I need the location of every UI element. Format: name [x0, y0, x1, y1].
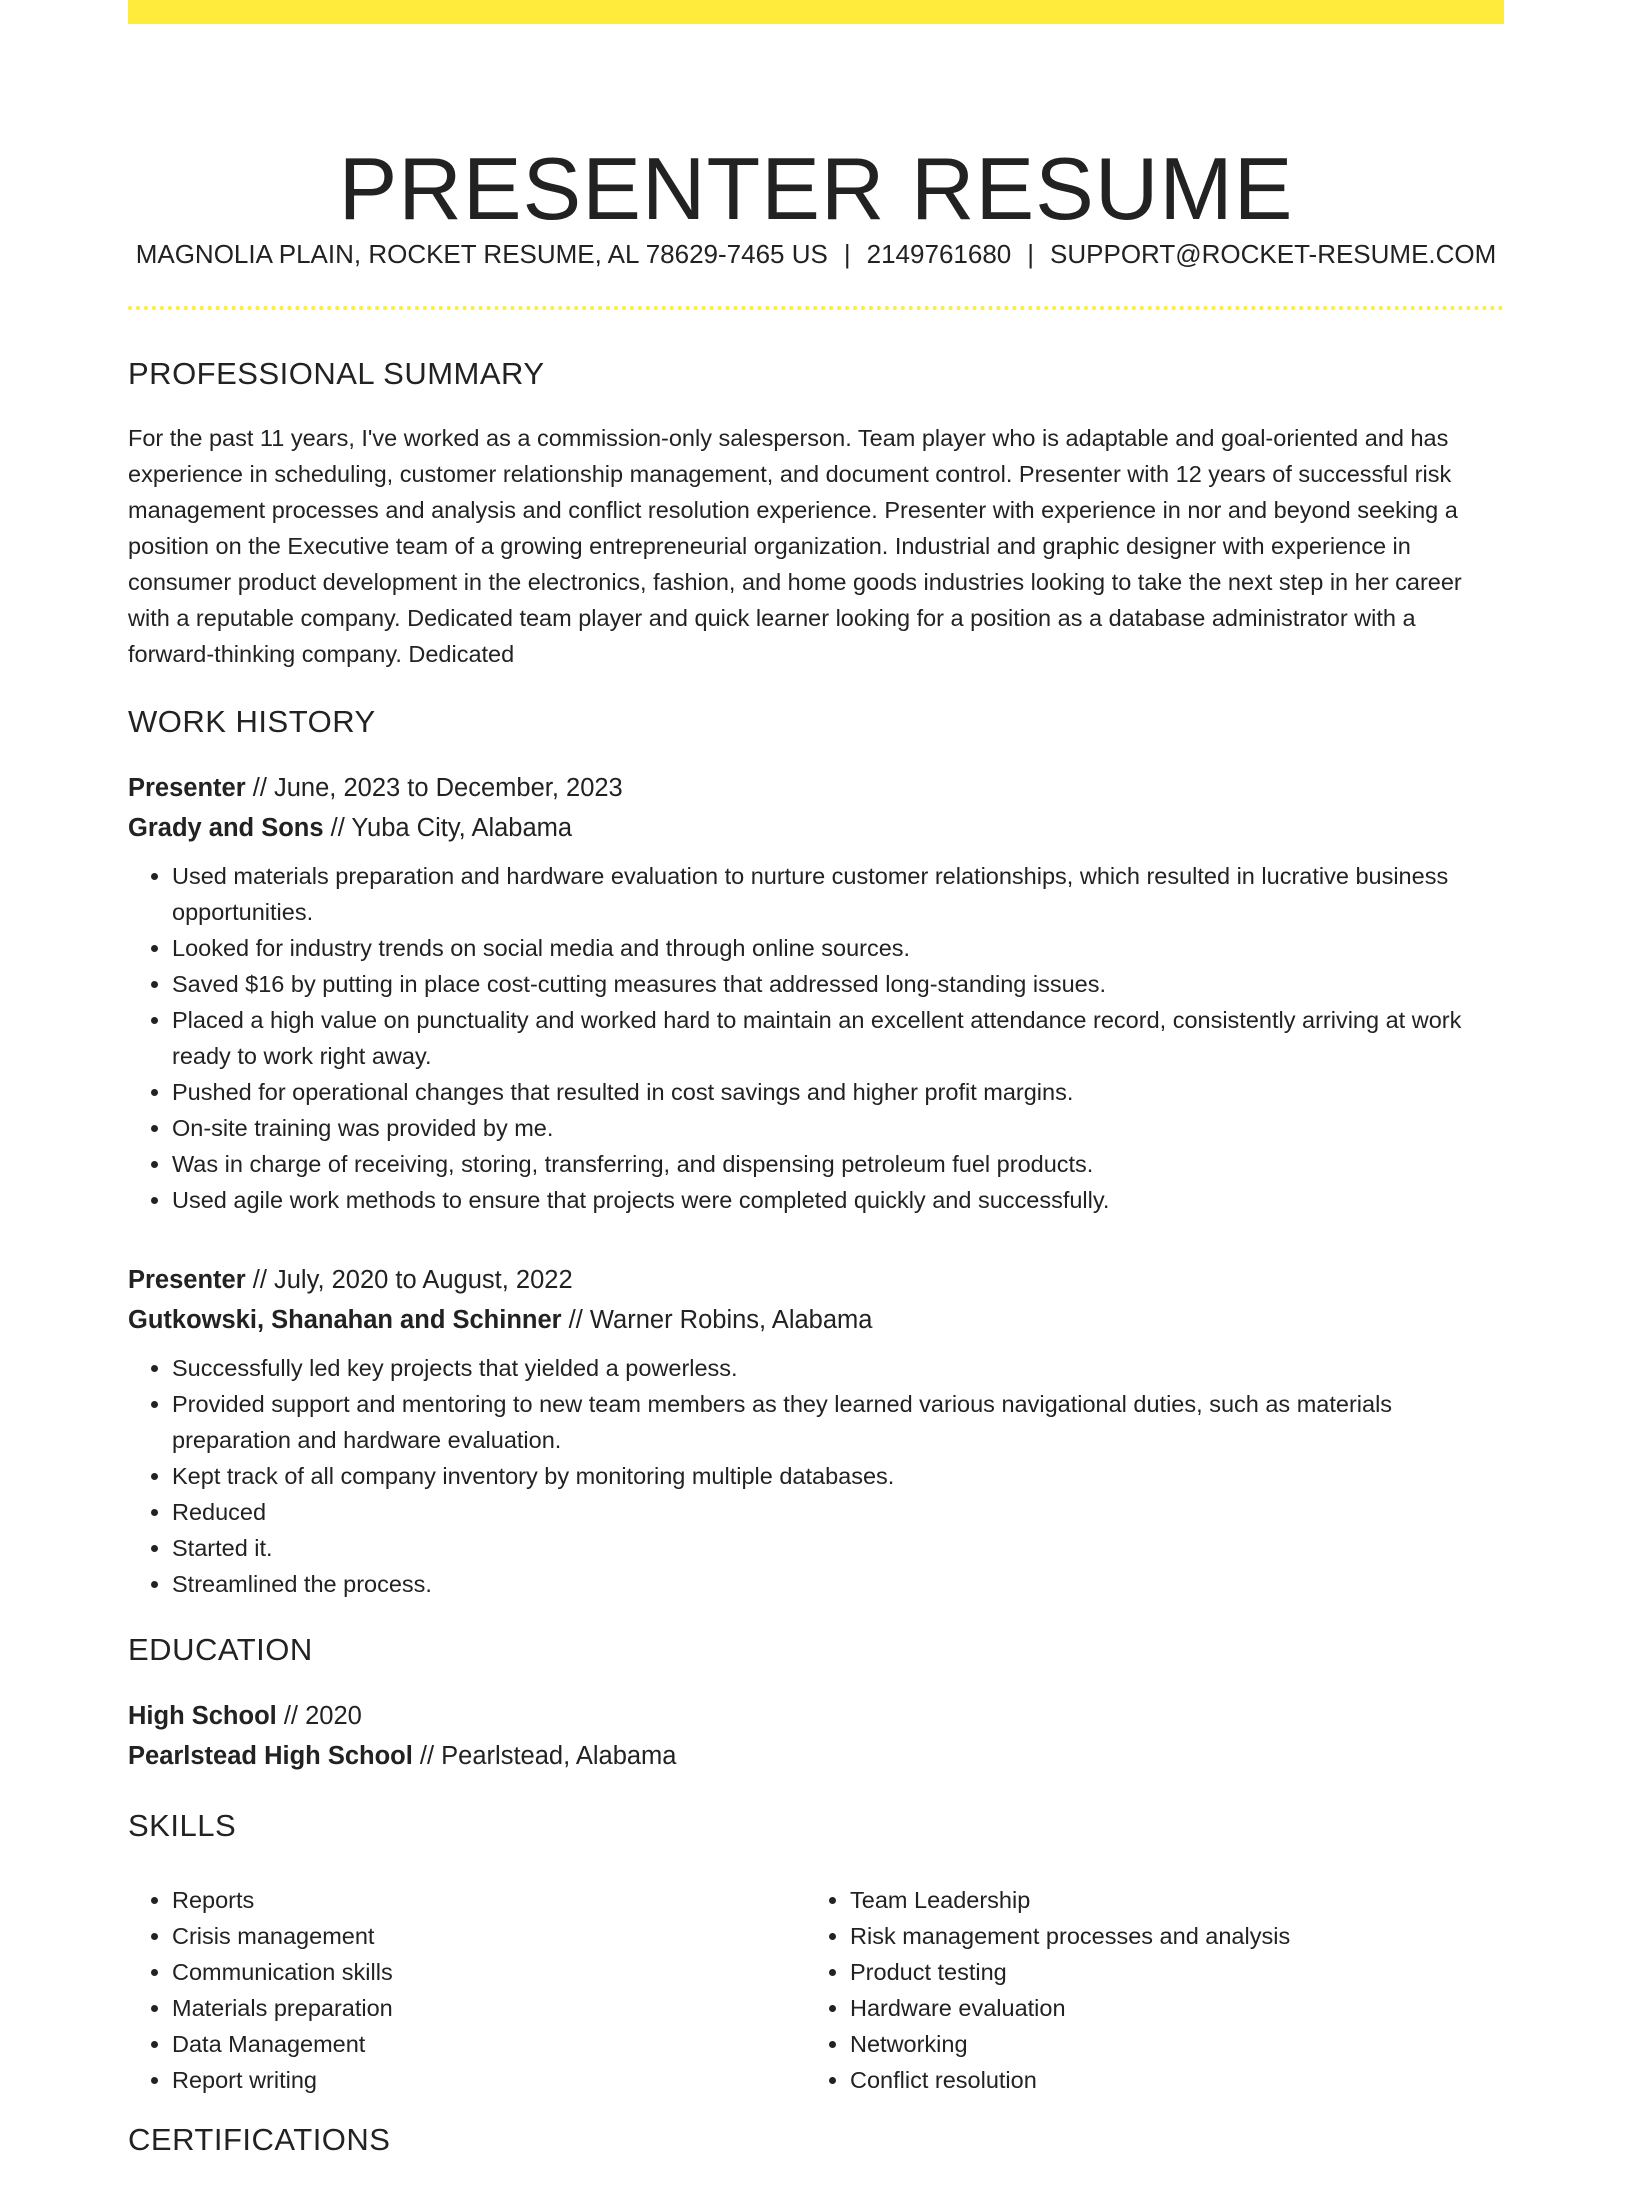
contact-separator: | — [1027, 239, 1035, 269]
job-title-line — [128, 768, 1504, 808]
skills-list — [128, 1872, 1504, 2098]
skills-column-right — [806, 1882, 1484, 2098]
job-title: Presenter — [128, 774, 246, 802]
list-item: • Kept track of all company inventory by monitoring multiple databases. — [172, 1458, 1504, 1494]
education-location: // Pearlstead, Alabama — [412, 1742, 677, 1770]
job-entry — [128, 1260, 1504, 1602]
section-heading-summary: PROFESSIONAL SUMMARY — [128, 356, 545, 391]
list-item: • Streamlined the process. — [172, 1566, 1504, 1602]
skill-item: • Communication skills — [172, 1954, 806, 1990]
education-degree: High School — [128, 1702, 277, 1730]
list-item: • Provided support and mentoring to new team members as they learned various navigational duties, such as materials preparation and hardware evaluation. — [172, 1386, 1504, 1458]
job-company: Gutkowski, Shanahan and Schinner — [128, 1306, 562, 1334]
summary-text: For the past 11 years, I've worked as a commission-only salesperson. Team player who is adaptable and goal-oriented and has experience in scheduling, customer relationship management, and document control. Presenter with 12 years of successful risk management processes and analysis and conflict resolution experience. Presenter with experience in nor and beyond seeking a position on the Executive team of a growing entrepreneurial organization. Industrial and graphic designer with experience in consumer product development in the electronics, fashion, and home goods industries looking to take the next step in her career with a reputable company. Dedicated team player and quick learner looking for a position as a database administrator with a forward-thinking company. Dedicated — [128, 425, 1462, 667]
job-location: // Warner Robins, Alabama — [561, 1306, 873, 1334]
phone: 2149761680 — [866, 239, 1012, 269]
job-company-line — [128, 1300, 1504, 1340]
list-item: • Pushed for operational changes that resulted in cost savings and higher profit margins. — [172, 1074, 1504, 1110]
education-year: // 2020 — [276, 1702, 362, 1730]
contact-separator: | — [843, 239, 851, 269]
education-school: Pearlstead High School — [128, 1742, 413, 1770]
job-company-line — [128, 808, 1504, 848]
section-heading-skills: SKILLS — [128, 1808, 237, 1843]
skill-item: • Risk management processes and analysis — [850, 1918, 1484, 1954]
skill-item: • Report writing — [172, 2062, 806, 2098]
skill-item: • Networking — [850, 2026, 1484, 2062]
accent-bar — [128, 0, 1504, 24]
skill-item: • Product testing — [850, 1954, 1484, 1990]
section-heading-work: WORK HISTORY — [128, 704, 376, 739]
skill-item: • Hardware evaluation — [850, 1990, 1484, 2026]
list-item: • Successfully led key projects that yielded a powerless. — [172, 1350, 1504, 1386]
resume-title: PRESENTER RESUME — [338, 138, 1294, 238]
skills-column-left — [128, 1882, 806, 2098]
skill-item: • Conflict resolution — [850, 2062, 1484, 2098]
skill-item: • Reports — [172, 1882, 806, 1918]
list-item: • Was in charge of receiving, storing, transferring, and dispensing petroleum fuel products. — [172, 1146, 1504, 1182]
contact-line — [128, 236, 1504, 272]
list-item: • Saved $16 by putting in place cost-cutting measures that addressed long-standing issues. — [172, 966, 1504, 1002]
skill-item: • Materials preparation — [172, 1990, 806, 2026]
list-item: • Placed a high value on punctuality and worked hard to maintain an excellent attendance record, consistently arriving at work ready to work right away. — [172, 1002, 1504, 1074]
job-dates: // June, 2023 to December, 2023 — [245, 774, 623, 802]
job-bullets — [128, 1350, 1504, 1602]
section-heading-certifications: CERTIFICATIONS — [128, 2122, 391, 2157]
list-item: • Started it. — [172, 1530, 1504, 1566]
job-title: Presenter — [128, 1266, 246, 1294]
email: SUPPORT@ROCKET-RESUME.COM — [1050, 239, 1497, 269]
list-item: • Used agile work methods to ensure that projects were completed quickly and successfully. — [172, 1182, 1504, 1218]
list-item: • Used materials preparation and hardware evaluation to nurture customer relationships, which resulted in lucrative business opportunities. — [172, 858, 1504, 930]
list-item: • Reduced — [172, 1494, 1504, 1530]
education-degree-line — [128, 1696, 1504, 1736]
education-school-line — [128, 1736, 1504, 1776]
job-entry — [128, 768, 1504, 1218]
address: MAGNOLIA PLAIN, ROCKET RESUME, AL 78629-7465 US — [135, 239, 828, 269]
job-title-line — [128, 1260, 1504, 1300]
job-location: // Yuba City, Alabama — [323, 814, 573, 842]
list-item: • On-site training was provided by me. — [172, 1110, 1504, 1146]
job-dates: // July, 2020 to August, 2022 — [245, 1266, 573, 1294]
skill-item: • Team Leadership — [850, 1882, 1484, 1918]
education-entry — [128, 1696, 1504, 1776]
job-bullets — [128, 858, 1504, 1218]
skill-item: • Data Management — [172, 2026, 806, 2062]
skill-item: • Crisis management — [172, 1918, 806, 1954]
dotted-divider — [128, 306, 1504, 310]
list-item: • Looked for industry trends on social media and through online sources. — [172, 930, 1504, 966]
job-company: Grady and Sons — [128, 814, 324, 842]
section-heading-education: EDUCATION — [128, 1632, 313, 1667]
resume-body — [128, 350, 1504, 2186]
